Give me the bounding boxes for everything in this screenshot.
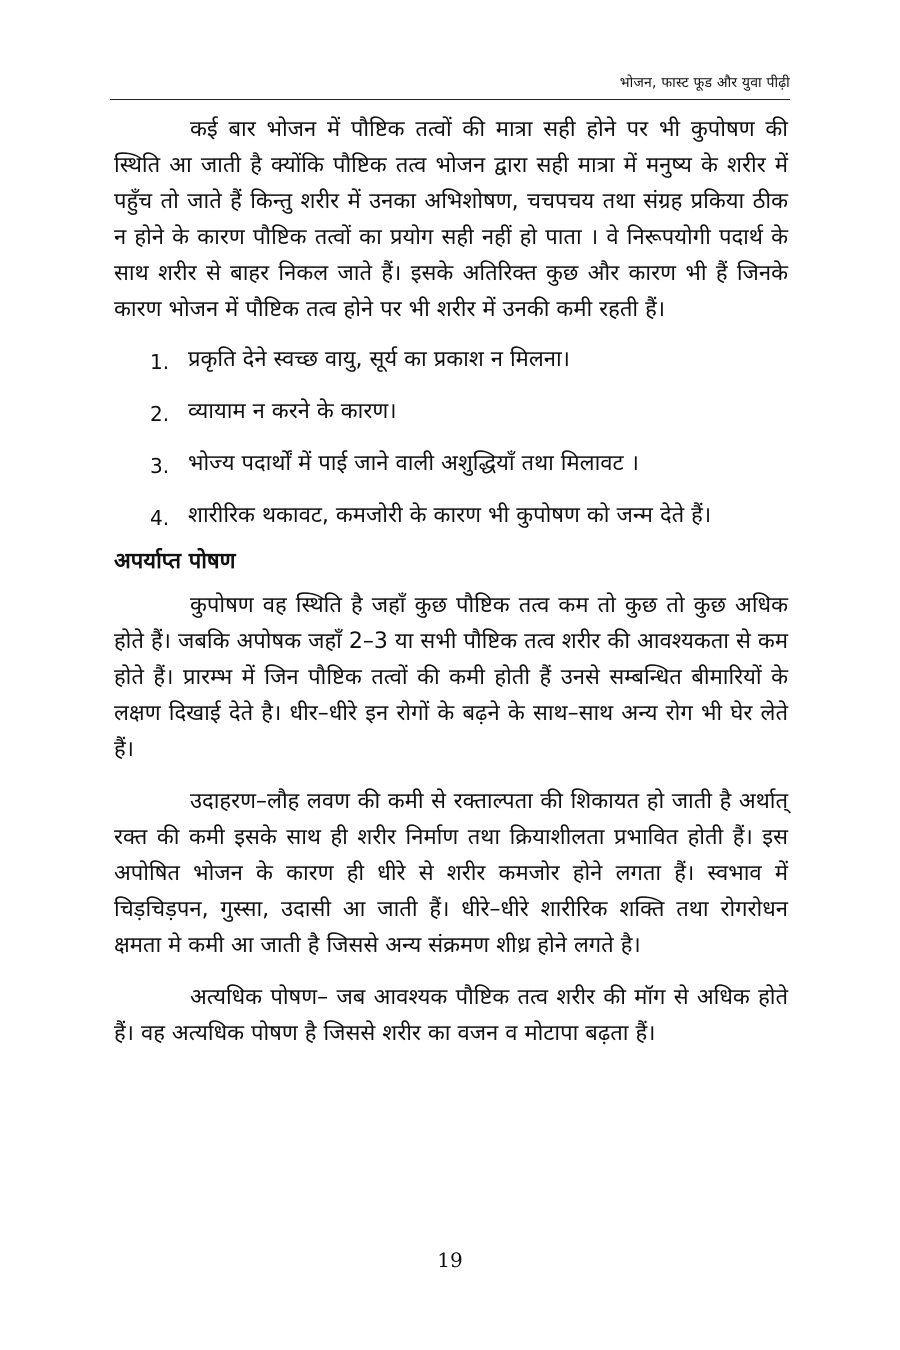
list-item [114, 342, 788, 378]
header-rule [110, 99, 790, 100]
list-item-number: 1. [150, 350, 170, 374]
malnutrition-paragraph: कुपोषण वह स्थिति है जहाँ कुछ पौष्टिक तत्व कम तो कुछ तो कुछ अधिक होते हैं। जबकि अपोषक जहाँ 2–3 या सभी पौष्टिक तत्व शरीर की आवश्यकता से कम होते हैं। प्रारम्भ में जिन पौष्टिक तत्वों की कमी होती हैं उनसे सम्बन्धित बीमारियों के लक्षण दिखाई देते है। धीर–धीरे इन रोगों के बढ़ने के साथ–साथ अन्य रोग भी घेर लेते हैं। [114, 593, 788, 762]
example-paragraph: उदाहरण–लौह लवण की कमी से रक्ताल्पता की शिकायत हो जाती है अर्थात् रक्त की कमी इसके साथ ही शरीर निर्माण तथा क्रियाशीलता प्रभावित होती हैं। इस अपोषित भोजन के कारण ही धीरे से शरीर कमजोर होने लगता हैं। स्वभाव में चिड़चिड़पन, गुस्सा, उदासी आ जाती हैं। धीरे–धीरे शारीरिक शक्ति तथा रोगरोधन क्षमता मे कमी आ जाती है जिससे अन्य संक्रमण शीध्र होने लगते है। [114, 789, 788, 958]
list-item-text: भोज्य पदार्थों में पाई जाने वाली अशुद्धियाँ तथा मिलावट । [188, 451, 639, 476]
list-item-number: 4. [150, 506, 170, 530]
intro-paragraph: कई बार भोजन में पौष्टिक तत्वों की मात्रा सही होने पर भी कुपोषण की स्थिति आ जाती है क्योंकि पौष्टिक तत्व भोजन द्वारा सही मात्रा में मनुष्य के शरीर में पहुँच तो जाते हैं किन्तु शरीर में उनका अभिशोषण, चचपचय तथा संग्रह प्रकिया ठीक न होने के कारण पौष्टिक तत्वों का प्रयोग सही नहीं हो पाता । वे निरूपयोगी पदार्थ के साथ शरीर से बाहर निकल जाते हैं। इसके अतिरिक्त कुछ और कारण भी हैं जिनके कारण भोजन में पौष्टिक तत्व होने पर भी शरीर में उनकी कमी रहती हैं। [114, 117, 788, 322]
page-number: 19 [437, 1248, 463, 1272]
list-item-text: प्रकृति देने स्वच्छ वायु, सूर्य का प्रकाश न मिलना। [188, 347, 571, 372]
list-item [114, 498, 788, 534]
page-body [114, 112, 788, 1052]
over-nutrition-paragraph: अत्यधिक पोषण– जब आवश्यक पौष्टिक तत्व शरीर की मॉग से अधिक होते हैं। वह अत्यधिक पोषण है जिससे शरीर का वजन व मोटापा बढ़ता हैं। [114, 985, 788, 1046]
list-item-text: शारीरिक थकावट, कमजोरी के कारण भी कुपोषण को जन्म देते हैं। [188, 503, 712, 528]
running-header: भोजन, फास्ट फूड और युवा पीढ़ी [619, 75, 790, 91]
section-heading: अपर्याप्त पोषण [114, 549, 236, 574]
list-item [114, 394, 788, 430]
list-item-number: 2. [150, 402, 170, 426]
causes-list [114, 342, 788, 534]
list-item-number: 3. [150, 454, 170, 478]
list-item [114, 446, 788, 482]
list-item-text: व्यायाम न करने के कारण। [188, 399, 397, 424]
